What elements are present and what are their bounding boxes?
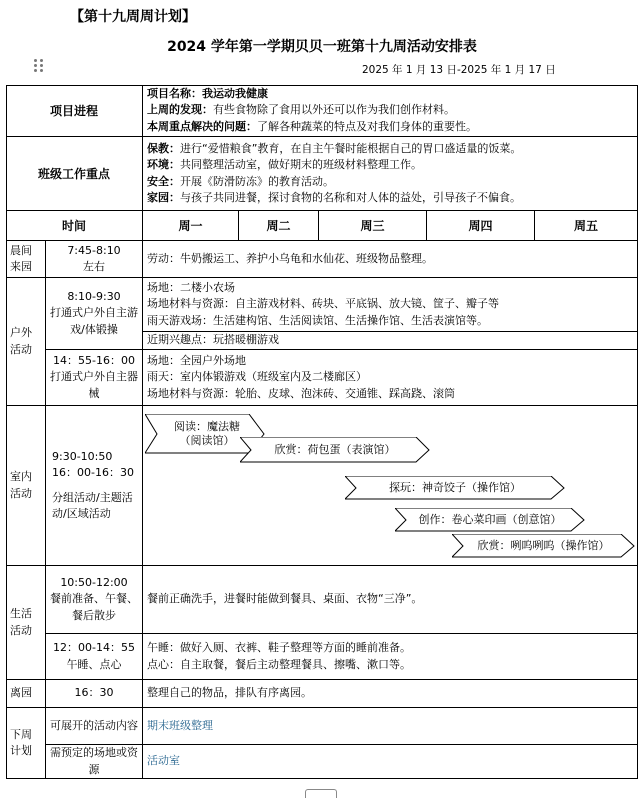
- activity-label: 探玩：神奇饺子（操作馆）: [389, 480, 521, 494]
- outdoor-line: 场地：二楼小农场: [147, 280, 235, 294]
- next-week-activity-cell[interactable]: [143, 708, 638, 745]
- focus-text: 了解各种蔬菜的特点及对我们身体的重要性。: [257, 119, 477, 133]
- activity-arrow-fri: [452, 534, 635, 558]
- project-label: 项目进程: [49, 103, 98, 118]
- day-header-fri: 周五: [535, 211, 638, 241]
- life-label: 生活活动: [6, 566, 46, 680]
- outdoor-content-2: [143, 350, 638, 406]
- departure-content: [143, 680, 638, 708]
- home-school-text: 与孩子共同进餐，探讨食物的名称和对人体的益处，引导孩子不偏食。: [180, 191, 521, 204]
- next-week-activity-label: 可展开的活动内容: [46, 708, 143, 745]
- outdoor-time-cell-1: [46, 278, 143, 350]
- outdoor-label: 户外活动: [6, 278, 46, 406]
- home-school-label: 家园：: [147, 191, 180, 204]
- outdoor-interest-text: 近期兴趣点：玩搭暖棚游戏: [147, 333, 279, 347]
- activity-arrow-tue: [240, 437, 430, 463]
- departure-label: 离园: [6, 680, 46, 708]
- outdoor-line: 雨天游戏场：生活建构馆、生活阅读馆、生活操作馆、生活表演馆等。: [147, 313, 488, 327]
- doc-title: 2024 学年第一学期贝贝一班第十九周活动安排表: [167, 39, 477, 55]
- activity-label: 欣赏：荷包蛋（表演馆）: [274, 442, 396, 456]
- outdoor-desc-1: 打通式户外自主游戏/体锻操: [50, 306, 138, 336]
- life-line: 点心：自主取餐，餐后主动整理餐具、擦嘴、漱口等。: [147, 657, 411, 671]
- outdoor-content-1: [143, 278, 638, 332]
- indoor-time-1: 9:30-10:50: [52, 449, 113, 463]
- outdoor-line: 雨天：室内体锻游戏（班级室内及二楼廊区）: [147, 370, 367, 384]
- care-label: 保教：: [147, 141, 180, 155]
- class-focus-label-cell: [6, 137, 143, 211]
- project-name: 我运动我健康: [202, 86, 268, 100]
- next-week-label: 下周计划: [6, 708, 46, 779]
- indoor-desc: 分组活动/主题活动/区域活动: [52, 490, 133, 520]
- life-time-2: 12：00-14：55: [53, 641, 135, 654]
- focus-label: 本周重点解决的问题：: [147, 119, 257, 133]
- day-header-mon: 周一: [143, 211, 239, 241]
- safety-label: 安全：: [147, 174, 180, 188]
- activity-label: 欣赏：咧呜咧呜（操作馆）: [477, 538, 610, 552]
- date-range: 2025 年 1 月 13 日-2025 年 1 月 17 日: [362, 64, 556, 76]
- next-week-resource-label: 需预定的场地或资源: [46, 745, 143, 779]
- care-text: 进行“爱惜粮食”教育，在自主午餐时能根据自己的胃口盛适量的饭菜。: [180, 141, 522, 155]
- table-move-handle-icon[interactable]: [33, 58, 45, 74]
- life-content-text: 餐前正确洗手，进餐时能做到餐具、桌面、衣物“三净”。: [147, 592, 423, 606]
- discovery-text: 有些食物除了食用以外还可以作为我们创作材料。: [213, 103, 455, 117]
- arrival-content-text: 劳动：牛奶搬运工、养护小乌龟和水仙花、班级物品整理。: [147, 251, 433, 265]
- project-content-cell: [143, 85, 638, 137]
- arrival-label: 晨间来园: [6, 241, 46, 278]
- outdoor-desc-2: 打通式户外自主器械: [50, 370, 138, 400]
- outdoor-time-2: 14：55-16：00: [53, 353, 135, 367]
- activity-label: 阅读：魔法糖（阅读馆）: [174, 419, 240, 447]
- class-focus-label: 班级工作重点: [37, 166, 110, 181]
- arrival-time-cell: [46, 241, 143, 278]
- class-focus-content-cell: [143, 137, 638, 211]
- outdoor-line: 场地：全园户外场地: [147, 353, 246, 367]
- life-time-cell-1: [46, 566, 143, 634]
- departure-time: 16：30: [46, 680, 143, 708]
- arrival-time-approx: 左右: [83, 260, 105, 273]
- life-line: 午睡：做好入厕、衣裤、鞋子整理等方面的睡前准备。: [147, 641, 411, 654]
- day-header-wed: 周三: [319, 211, 427, 241]
- safety-text: 开展《防滑防冻》的教育活动。: [180, 174, 334, 188]
- arrival-content: [143, 241, 638, 278]
- departure-content-text: 整理自己的物品，排队有序离园。: [147, 686, 312, 700]
- day-header-thu: 周四: [427, 211, 535, 241]
- page-break-tab-icon[interactable]: [305, 789, 337, 798]
- activity-arrow-thu: [395, 508, 585, 532]
- next-week-resource-value[interactable]: 活动室: [147, 754, 180, 768]
- project-name-label: 项目名称：: [147, 86, 202, 100]
- outdoor-time-1: 8:10-9:30: [67, 289, 121, 303]
- arrival-time: 7:45-8:10: [67, 243, 121, 257]
- project-label-cell: [6, 85, 143, 137]
- life-time-1: 10:50-12:00: [60, 575, 128, 589]
- environment-text: 共同整理活动室，做好期末的班级材料整理工作。: [180, 158, 422, 171]
- time-header: 时间: [6, 211, 143, 241]
- activity-label: 创作：卷心菜印画（创意馆）: [418, 512, 562, 526]
- doc-heading: 【第十九周周计划】: [70, 9, 196, 25]
- outdoor-line: 场地材料与资源：自主游戏材料、砖块、平底锅、放大镜、筐子、瓣子等: [147, 297, 499, 311]
- life-time-cell-2: [46, 634, 143, 680]
- next-week-activity-value[interactable]: 期末班级整理: [147, 718, 213, 732]
- activity-arrow-wed: [345, 476, 565, 500]
- outdoor-time-cell-2: [46, 350, 143, 406]
- environment-label: 环境：: [147, 158, 180, 171]
- next-week-resource-cell[interactable]: [143, 745, 638, 779]
- outdoor-interest: [143, 332, 638, 350]
- life-desc-2: 午睡、点心: [66, 657, 122, 671]
- indoor-label: 室内活动: [6, 406, 46, 566]
- life-content-1: [143, 566, 638, 634]
- discovery-label: 上周的发现：: [147, 103, 213, 117]
- life-content-2: [143, 634, 638, 680]
- indoor-time-2: 16：00-16：30: [52, 466, 134, 479]
- day-header-tue: 周二: [239, 211, 319, 241]
- indoor-time-cell: [46, 406, 143, 566]
- life-desc-1: 餐前准备、午餐、餐后散步: [50, 592, 138, 622]
- outdoor-line: 场地材料与资源：轮胎、皮球、泡沫砖、交通锥、踩高跷、滚筒: [147, 386, 455, 400]
